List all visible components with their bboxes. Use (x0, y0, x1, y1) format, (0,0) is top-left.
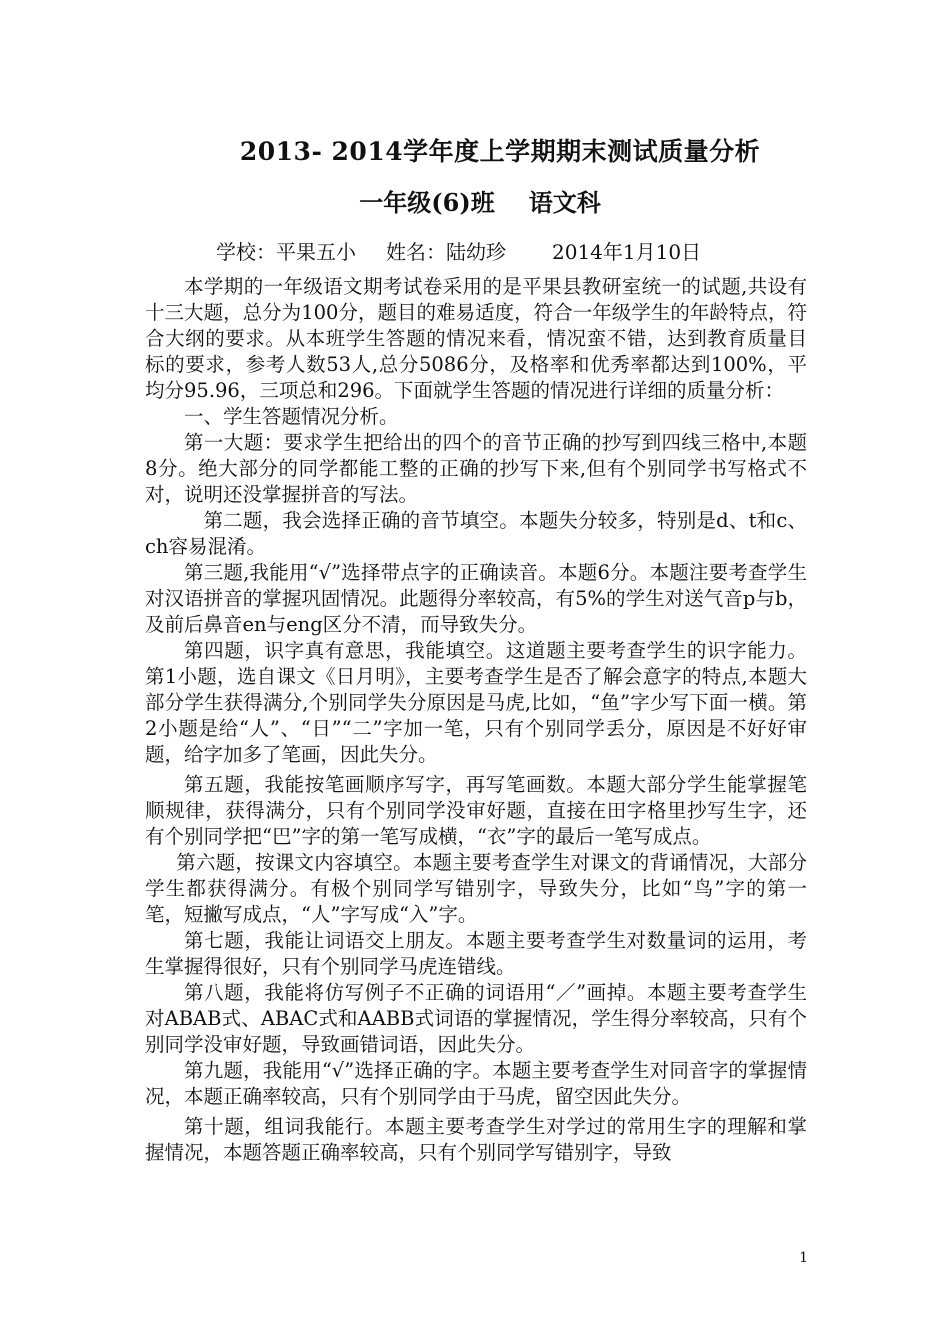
document-title: 2013- 2014学年度上学期期末测试质量分析 (239, 137, 761, 166)
section-heading: 一、学生答题情况分析。 (184, 405, 399, 428)
paragraph-q10: 第十题，组词我能行。本题主要考查学生对学过的常用生字的理解和掌握情况，本题答题正确率较高，只有个别同学写错别字，导致 (145, 1115, 807, 1164)
paragraph-q7: 第七题，我能让词语交上朋友。本题主要考查学生对数量词的运用，考生掌握得很好，只有个别同学马虎连错线。 (145, 929, 807, 978)
subject-name: 语文科 (528, 188, 601, 217)
class-name: 一年级(6)班 (359, 188, 495, 217)
paragraph-q6: 第六题，按课文内容填空。本题主要考查学生对课文的背诵情况，大部分学生都获得满分。有极个别同学写错别字，导致失分，比如“鸟”字的第一笔，短撇写成点，“人”字写成“入”字。 (145, 851, 807, 926)
author-name: 姓名：陆幼珍 (386, 240, 506, 264)
paragraph-q4: 第四题，识字真有意思，我能填空。这道题主要考查学生的识字能力。第1小题，选自课文《日月明》，主要考查学生是否了解会意字的特点,本题大部分学生获得满分,个别同学失分原因是马虎,比如，“鱼”字少写下面一横。第2小题是给“人”、“日”“二”字加一笔，只有个别同学丢分，原因是不好好审题，给字加多了笔画，因此失分。 (145, 639, 807, 766)
paragraph-q1: 第一大题：要求学生把给出的四个的音节正确的抄写到四线三格中,本题8分。绝大部分的同学都能工整的正确的抄写下来,但有个别同学书写格式不对，说明还没掌握拼音的写法。 (145, 431, 807, 506)
page-number: 1 (799, 1250, 808, 1266)
paragraph-q3: 第三题,我能用“√”选择带点字的正确读音。本题6分。本题注要考查学生对汉语拼音的掌握巩固情况。此题得分率较高，有5%的学生对送气音p与b，及前后鼻音en与eng区分不清，而导致失分。 (145, 561, 807, 636)
document-subtitle (0, 183, 950, 218)
paragraph-q8: 第八题，我能将仿写例子不正确的词语用“／”画掉。本题主要考查学生对ABAB式、ABAC式和AABB式词语的掌握情况，学生得分率较高，只有个别同学没审好题，导致画错词语，因此失分。 (145, 981, 807, 1056)
document-body (145, 274, 807, 1166)
author-info-line (216, 236, 701, 265)
paragraph-intro: 本学期的一年级语文期考试卷采用的是平果县教研室统一的试题,共设有十三大题，总分为100分，题目的难易适度，符合一年级学生的年龄特点，符合大纲的要求。从本班学生答题的情况来看，情况蛮不错，达到教育质量目标的要求，参考人数53人,总分5086分，及格率和优秀率都达到100%，平均分95.96，三项总和296。下面就学生答题的情况进行详细的质量分析： (145, 275, 807, 402)
paragraph-q9: 第九题，我能用“√”选择正确的字。本题主要考查学生对同音字的掌握情况，本题正确率较高，只有个别同学由于马虎，留空因此失分。 (145, 1059, 807, 1108)
school-label: 学校：平果五小 (216, 240, 356, 264)
paragraph-q5: 第五题，我能按笔画顺序写字，再写笔画数。本题大部分学生能掌握笔顺规律，获得满分，只有个别同学没审好题，直接在田字格里抄写生字，还有个别同学把“巴”字的第一笔写成横，“衣”字的最后一笔写成点。 (145, 773, 807, 848)
report-date: 2014年1月10日 (552, 240, 702, 264)
paragraph-q2: 第二题，我会选择正确的音节填空。本题失分较多，特别是d、t和c、ch容易混淆。 (145, 509, 807, 558)
